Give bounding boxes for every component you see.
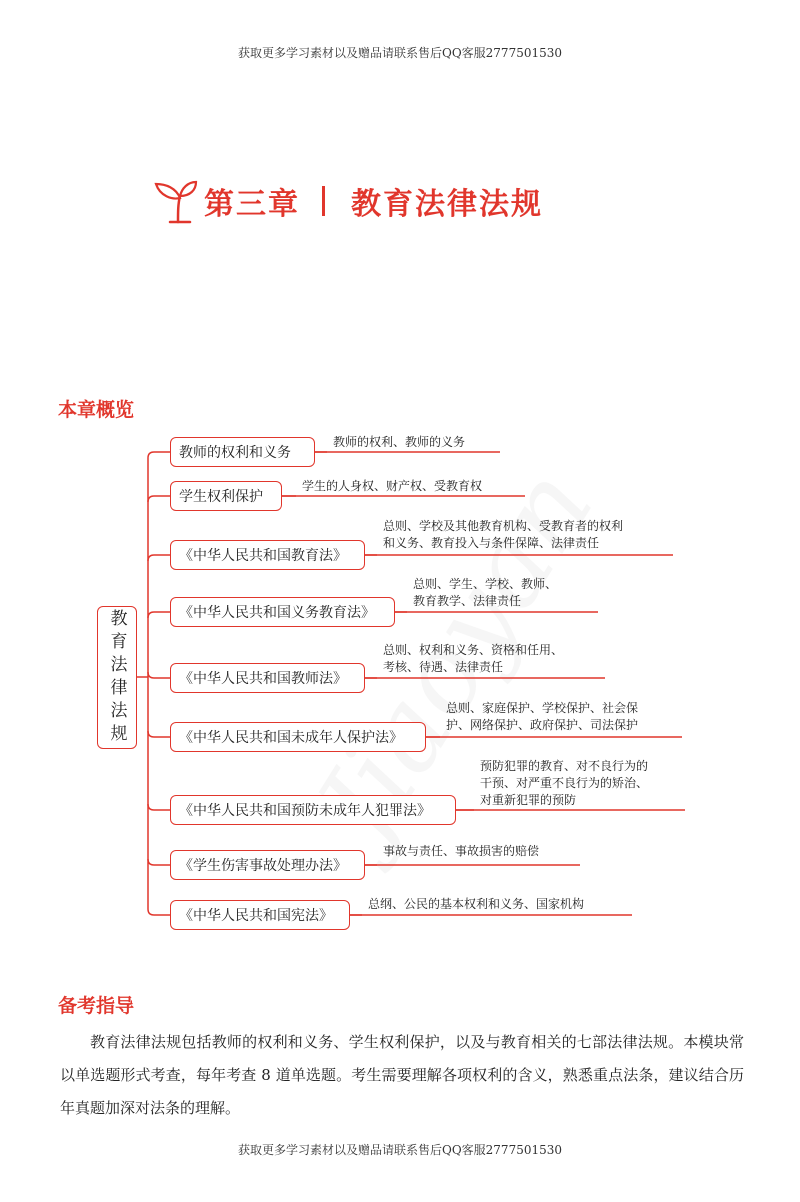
- mindmap-branch-desc: [302, 478, 482, 495]
- desc-line: 对重新犯罪的预防: [480, 793, 577, 807]
- mindmap-branch-desc: [333, 434, 465, 451]
- mindmap-branch-node: 《学生伤害事故处理办法》: [170, 850, 365, 880]
- mindmap-branch-desc: [413, 576, 557, 610]
- overview-title: 本章概览: [58, 399, 135, 421]
- desc-line: 考核、待遇、法律责任: [383, 660, 504, 674]
- branch-connector: [148, 859, 170, 865]
- sprout-icon: [150, 176, 200, 226]
- branch-connector: [148, 496, 170, 502]
- chapter-number: 第三章: [204, 187, 300, 222]
- mindmap-branch-node: 教师的权利和义务: [170, 437, 315, 467]
- mindmap-branch-node: 《中华人民共和国教育法》: [170, 540, 365, 570]
- desc-line: 护、网络保护、政府保护、司法保护: [446, 718, 639, 732]
- header-note: 获取更多学习素材以及赠品请联系售后QQ客服2777501530: [237, 46, 563, 60]
- mindmap-branch-desc: [446, 700, 638, 734]
- chapter-heading: [150, 176, 543, 226]
- desc-line: 总则、学校及其他教育机构、受教育者的权利: [383, 519, 624, 533]
- desc-line: 总纲、公民的基本权利和义务、国家机构: [368, 897, 585, 911]
- branch-connector: [148, 804, 170, 810]
- mindmap-branch-desc: [383, 518, 623, 552]
- branch-connector: [148, 672, 170, 678]
- desc-line: 总则、家庭保护、学校保护、社会保: [446, 701, 639, 715]
- footer-note: 获取更多学习素材以及赠品请联系售后QQ客服2777501530: [237, 1143, 563, 1157]
- mindmap-branch-node: 《中华人民共和国宪法》: [170, 900, 350, 930]
- mindmap-branch-desc: [383, 843, 539, 860]
- desc-line: 和义务、教育投入与条件保障、法律责任: [383, 536, 600, 550]
- mindmap-branch-desc: [480, 758, 648, 809]
- mindmap-branch-node: 学生权利保护: [170, 481, 282, 511]
- mindmap-root: 教育法律法规: [97, 606, 137, 749]
- mindmap-branch-node: 《中华人民共和国义务教育法》: [170, 597, 395, 627]
- mindmap-branch-node: 《中华人民共和国预防未成年人犯罪法》: [170, 795, 456, 825]
- mindmap-branch-node: 《中华人民共和国教师法》: [170, 663, 365, 693]
- desc-line: 事故与责任、事故损害的赔偿: [383, 844, 540, 858]
- branch-connector: [148, 612, 170, 618]
- guide-title: 备考指导: [58, 995, 135, 1017]
- branch-connector: [148, 452, 170, 458]
- mindmap-branch-desc: [383, 642, 563, 676]
- desc-line: 学生的人身权、财产权、受教育权: [302, 479, 483, 493]
- desc-line: 总则、权利和义务、资格和任用、: [383, 643, 564, 657]
- desc-line: 教育教学、法律责任: [413, 594, 522, 608]
- desc-line: 干预、对严重不良行为的矫治、: [480, 776, 649, 790]
- mindmap-branch-desc: [368, 896, 584, 913]
- chapter-title: 教育法律法规: [351, 187, 543, 222]
- guide-text: 教育法律法规包括教师的权利和义务、学生权利保护，以及与教育相关的七部法律法规。本模块常以单选题形式考查，每年考查 8 道单选题。考生需要理解各项权利的含义，熟悉重点法条，建议结合历年真题加深对法条的理解。: [60, 1033, 744, 1117]
- chapter-divider: [322, 186, 325, 216]
- desc-line: 总则、学生、学校、教师、: [413, 577, 558, 591]
- mindmap-branch-node: 《中华人民共和国未成年人保护法》: [170, 722, 426, 752]
- branch-connector: [148, 909, 170, 915]
- desc-line: 教师的权利、教师的义务: [333, 435, 466, 449]
- branch-connector: [148, 555, 170, 561]
- branch-connector: [148, 731, 170, 737]
- desc-line: 预防犯罪的教育、对不良行为的: [480, 759, 649, 773]
